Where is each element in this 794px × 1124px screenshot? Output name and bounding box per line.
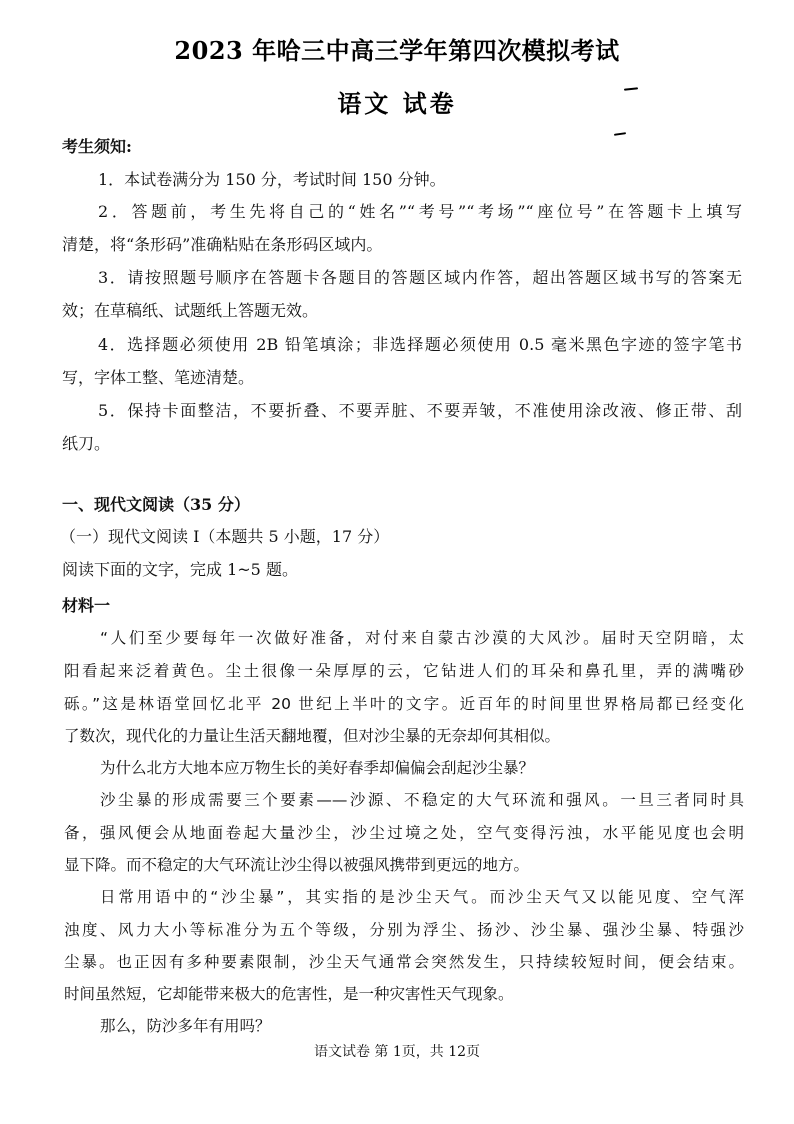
passage-line: 为什么北方大地本应万物生长的美好春季却偏偏会刮起沙尘暴？ bbox=[100, 759, 535, 777]
passage-line: 日常用语中的“沙尘暴”，其实指的是沙尘天气。而沙尘天气又以能见度、空气浑 bbox=[100, 888, 744, 906]
notice-item-3-line-1: 3．请按照题号顺序在答题卡各题目的答题区域内作答，超出答题区域书写的答案无 bbox=[98, 268, 742, 287]
notice-item-5-line-2: 纸刀。 bbox=[62, 434, 111, 453]
notice-item-4-line-1: 4．选择题必须使用 2B 铅笔填涂；非选择题必须使用 0.5 毫米黑色字迹的签字笔书 bbox=[98, 335, 742, 354]
passage-line: 浊度、风力大小等标准分为五个等级，分别为浮尘、扬沙、沙尘暴、强沙尘暴、特强沙 bbox=[64, 921, 744, 939]
notice-item-4-line-2: 写，字体工整、笔迹清楚。 bbox=[62, 368, 255, 387]
notice-heading: 考生须知: bbox=[62, 137, 132, 156]
passage-line: 备，强风便会从地面卷起大量沙尘，沙尘过境之处，空气变得污浊，水平能见度也会明 bbox=[64, 824, 744, 842]
passage-line: 阳看起来泛着黄色。尘土很像一朵厚厚的云，它钻进人们的耳朵和鼻孔里，弄的满嘴砂 bbox=[64, 662, 744, 680]
passage-line: 时间虽然短，它却能带来极大的危害性，是一种灾害性天气现象。 bbox=[64, 985, 514, 1003]
notice-item-2-line-2: 清楚，将“条形码”准确粘贴在条形码区域内。 bbox=[62, 235, 383, 254]
material-label: 材料一 bbox=[62, 596, 111, 615]
passage-line: 了数次，现代化的力量让生活天翻地覆，但对沙尘暴的无奈却何其相似。 bbox=[64, 727, 561, 745]
section-heading: 一、现代文阅读（35 分） bbox=[62, 495, 250, 514]
passage-line: 砾。”这是林语堂回忆北平 20 世纪上半叶的文字。近百年的时间里世界格局都已经变化 bbox=[64, 695, 744, 713]
exam-subtitle: 语文 试卷 bbox=[337, 89, 457, 118]
notice-item-5-line-1: 5．保持卡面整洁，不要折叠、不要弄脏、不要弄皱，不准使用涂改液、修正带、刮 bbox=[98, 401, 742, 420]
scan-mark bbox=[614, 132, 626, 136]
passage-line: 沙尘暴的形成需要三个要素——沙源、不稳定的大气环流和强风。一旦三者同时具 bbox=[100, 791, 744, 809]
notice-item-1: 1．本试卷满分为 150 分，考试时间 150 分钟。 bbox=[98, 170, 446, 189]
passage-line: “人们至少要每年一次做好准备，对付来自蒙古沙漠的大风沙。届时天空阴暗，太 bbox=[100, 629, 744, 647]
page-footer: 语文试卷 第 1页，共 12页 bbox=[313, 1044, 481, 1060]
passage-line: 那么，防沙多年有用吗？ bbox=[100, 1017, 271, 1035]
subsection-heading: （一）现代文阅读 I（本题共 5 小题，17 分） bbox=[60, 527, 390, 546]
notice-item-2-line-1: 2．答题前，考生先将自己的“姓名”“考号”“考场”“座位号”在答题卡上填写 bbox=[98, 202, 742, 221]
passage-line: 显下降。而不稳定的大气环流让沙尘得以被强风携带到更远的地方。 bbox=[64, 856, 530, 874]
passage-line: 尘暴。也正因有多种要素限制，沙尘天气通常会突然发生，只持续较短时间，便会结束。 bbox=[64, 953, 744, 971]
notice-item-3-line-2: 效；在草稿纸、试题纸上答题无效。 bbox=[62, 301, 319, 320]
instruction: 阅读下面的文字，完成 1~5 题。 bbox=[62, 560, 298, 579]
exam-title: 2023 年哈三中高三学年第四次模拟考试 bbox=[174, 36, 620, 65]
